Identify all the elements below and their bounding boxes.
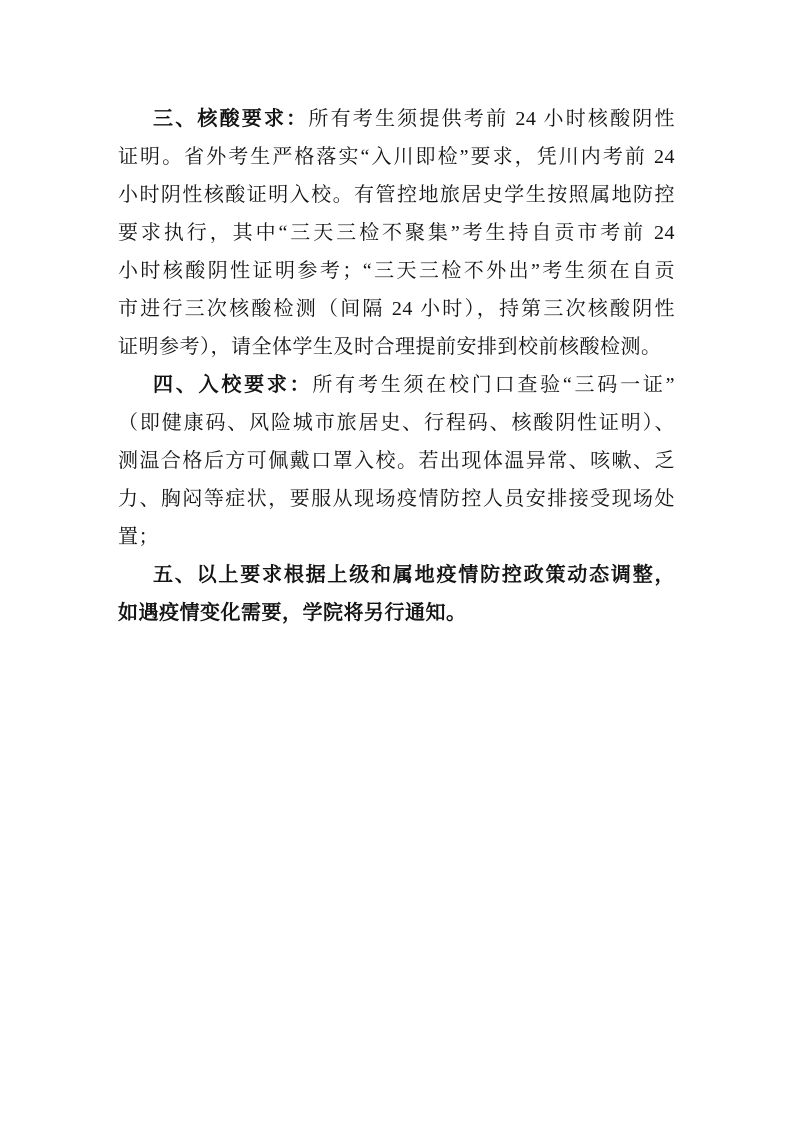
text-line: （即健康码、风险城市旅居史、行程码、核酸阴性证明）、 [118,412,675,434]
document-text-block [118,100,675,632]
text-line: 证明参考），请全体学生及时合理提前安排到校前核酸检测。 [118,336,662,358]
paragraph-nucleic-acid-requirements [118,100,675,366]
text-line: 证明。省外考生严格落实“入川即检”要求，凭川内考前 24 [118,146,675,168]
paragraph-campus-entry-requirements [118,366,675,556]
text-line: 市进行三次核酸检测（间隔 24 小时），持第三次核酸阴性 [118,298,675,320]
paragraph-lead: 四、入校要求： [153,374,313,396]
paragraph-text: 所有考生须提供考前 24 小时核酸阴性 [308,108,676,130]
text-line: 如遇疫情变化需要，学院将另行通知。 [118,602,467,624]
text-line: 小时核酸阴性证明参考；“三天三检不外出”考生须在自贡 [118,260,675,282]
text-line [118,366,675,404]
text-line: 要求执行，其中“三天三检不聚集”考生持自贡市考前 24 [118,222,675,244]
paragraph-text: 所有考生须在校门口查验“三码一证” [312,374,675,396]
text-line [118,100,675,138]
text-line: 力、胸闷等症状，要服从现场疫情防控人员安排接受现场处 [118,488,675,510]
text-line: 置； [118,526,159,548]
text-line: 测温合格后方可佩戴口罩入校。若出现体温异常、咳嗽、乏 [118,450,675,472]
paragraph-lead: 三、核酸要求： [153,108,309,130]
paragraph-dynamic-adjustment-notice [118,556,675,632]
paragraph-lead: 五、 [153,564,197,586]
text-line: 小时阴性核酸证明入校。有管控地旅居史学生按照属地防控 [118,184,675,206]
text-line [118,556,675,594]
paragraph-text: 以上要求根据上级和属地疫情防控政策动态调整， [196,564,676,586]
